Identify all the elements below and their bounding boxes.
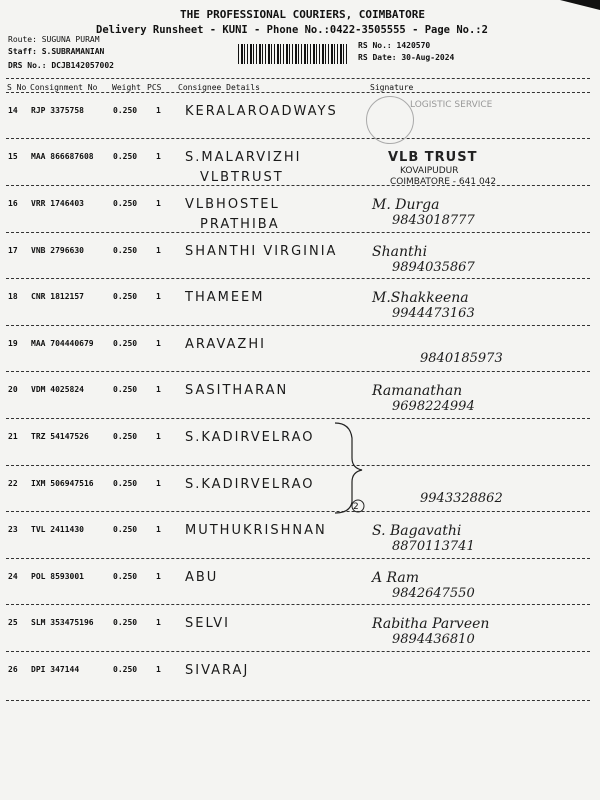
round-stamp <box>366 96 414 144</box>
row-sno: 22 <box>8 479 18 488</box>
row-signature: A Ram <box>372 570 420 586</box>
row-consignment-no: MAA 704440679 <box>31 339 94 348</box>
row-divider <box>6 278 590 279</box>
row-divider <box>6 325 590 326</box>
row-consignee: S.MALARVIZHI <box>185 150 302 165</box>
route-label: Route: SUGUNA PURAM <box>8 35 100 44</box>
row-pcs: 1 <box>156 152 161 161</box>
row-pcs: 1 <box>156 339 161 348</box>
row-weight: 0.250 <box>113 618 138 627</box>
row-weight: 0.250 <box>113 525 138 534</box>
row-sno: 18 <box>8 292 18 301</box>
row-pcs: 1 <box>156 665 161 674</box>
row-weight: 0.250 <box>113 106 138 115</box>
row-pcs: 1 <box>156 525 161 534</box>
row-divider <box>6 651 590 652</box>
row-consignee: SELVI <box>185 616 231 631</box>
row-consignee: KERALAROADWAYS <box>185 104 338 119</box>
row-pcs: 1 <box>156 479 161 488</box>
row-consignee: S.KADIRVELRAO <box>185 477 315 492</box>
row-consignee: SASITHARAN <box>185 383 289 398</box>
row-pcs: 1 <box>156 618 161 627</box>
row-weight: 0.250 <box>113 152 138 161</box>
row-weight: 0.250 <box>113 292 138 301</box>
row-consignment-no: POL 8593001 <box>31 572 84 581</box>
row-consignment-no: VRR 1746403 <box>31 199 84 208</box>
row-divider <box>6 232 590 233</box>
row-pcs: 1 <box>156 199 161 208</box>
row-consignee: SHANTHI VIRGINIA <box>185 244 338 259</box>
vlb-trust-stamp-line2: COIMBATORE - 641 042 <box>390 177 497 187</box>
row-phone: 9698224994 <box>392 399 475 414</box>
row-consignment-no: RJP 3375758 <box>31 106 84 115</box>
row-weight: 0.250 <box>113 385 138 394</box>
row-signature: S. Bagavathi <box>372 523 462 539</box>
row-signature: M. Durga <box>372 197 440 213</box>
row-phone: 9843018777 <box>392 213 475 228</box>
vlb-trust-stamp-title: VLB TRUST <box>388 150 478 165</box>
company-title: THE PROFESSIONAL COURIERS, COIMBATORE <box>180 8 426 21</box>
row-divider <box>6 371 590 372</box>
row-consignee: SIVARAJ <box>185 663 250 678</box>
bracket-icon <box>330 418 370 518</box>
round-stamp-text: LOGISTIC SERVICE <box>410 100 493 110</box>
row-sno: 20 <box>8 385 18 394</box>
row-sno: 14 <box>8 106 18 115</box>
row-consignment-no: IXM 506947516 <box>31 479 94 488</box>
row-pcs: 1 <box>156 432 161 441</box>
row-sno: 25 <box>8 618 18 627</box>
row-consignee: THAMEEM <box>185 290 265 305</box>
row-sno: 15 <box>8 152 18 161</box>
rs-number: RS No.: 1420570 <box>358 41 431 50</box>
row-consignee: S.KADIRVELRAO <box>185 430 315 445</box>
row-consignee-line2: VLBTRUST <box>200 170 284 185</box>
row-weight: 0.250 <box>113 339 138 348</box>
row-pcs: 1 <box>156 246 161 255</box>
bracket-note: 2 <box>353 502 359 512</box>
row-consignee: VLBHOSTEL <box>185 197 280 212</box>
col-signature: Signature <box>370 83 414 92</box>
vlb-trust-stamp-line1: KOVAIPUDUR <box>400 166 459 176</box>
col-sno: S No <box>7 83 27 92</box>
col-consignment: Consignment No <box>30 83 98 92</box>
row-weight: 0.250 <box>113 572 138 581</box>
row-sno: 17 <box>8 246 18 255</box>
row-phone: 9840185973 <box>420 351 503 366</box>
row-consignment-no: SLM 353475196 <box>31 618 94 627</box>
col-pcs: PCS <box>147 83 162 92</box>
row-divider <box>6 465 590 466</box>
row-signature: M.Shakkeena <box>372 290 469 306</box>
row-sno: 16 <box>8 199 18 208</box>
row-consignee: ARAVAZHI <box>185 337 266 352</box>
row-consignment-no: CNR 1812157 <box>31 292 84 301</box>
col-consignee: Consignee Details <box>178 83 260 92</box>
row-consignment-no: DPI 347144 <box>31 665 80 674</box>
row-weight: 0.250 <box>113 665 138 674</box>
drs-label: DRS No.: DCJB142057002 <box>8 61 114 70</box>
runsheet-line: Delivery Runsheet - KUNI - Phone No.:0422-3505555 - Page No.:2 <box>96 24 488 36</box>
row-divider <box>6 138 590 139</box>
barcode <box>238 44 348 64</box>
row-sno: 24 <box>8 572 18 581</box>
row-divider <box>6 604 590 605</box>
row-signature: Ramanathan <box>372 383 463 399</box>
row-consignee: ABU <box>185 570 219 585</box>
staff-label: Staff: S.SUBRAMANIAN <box>8 47 105 56</box>
row-divider <box>6 511 590 512</box>
row-phone: 8870113741 <box>392 539 475 554</box>
row-signature: Rabitha Parveen <box>372 616 490 632</box>
row-consignment-no: TVL 2411430 <box>31 525 84 534</box>
row-sno: 19 <box>8 339 18 348</box>
row-divider <box>6 185 590 186</box>
header-divider-bottom <box>6 92 590 93</box>
row-weight: 0.250 <box>113 432 138 441</box>
row-sno: 26 <box>8 665 18 674</box>
row-pcs: 1 <box>156 385 161 394</box>
row-consignee-line2: PRATHIBA <box>200 217 280 232</box>
row-pcs: 1 <box>156 292 161 301</box>
row-consignee: MUTHUKRISHNAN <box>185 523 327 538</box>
col-weight: Weight <box>112 83 141 92</box>
row-consignment-no: MAA 866687608 <box>31 152 94 161</box>
row-weight: 0.250 <box>113 246 138 255</box>
row-phone: 9894436810 <box>392 632 475 647</box>
row-weight: 0.250 <box>113 479 138 488</box>
rs-date: RS Date: 30-Aug-2024 <box>358 53 455 62</box>
row-consignment-no: VNB 2796630 <box>31 246 84 255</box>
row-pcs: 1 <box>156 572 161 581</box>
row-sno: 21 <box>8 432 18 441</box>
row-phone: 9944473163 <box>392 306 475 321</box>
row-consignment-no: VDM 4025824 <box>31 385 84 394</box>
row-sno: 23 <box>8 525 18 534</box>
row-divider <box>6 558 590 559</box>
row-phone: 9842647550 <box>392 586 475 601</box>
row-pcs: 1 <box>156 106 161 115</box>
row-consignment-no: TRZ 54147526 <box>31 432 89 441</box>
row-divider <box>6 418 590 419</box>
row-weight: 0.250 <box>113 199 138 208</box>
row-divider <box>6 700 590 701</box>
corner-arrow-mark <box>560 0 600 10</box>
row-phone: 9894035867 <box>392 260 475 275</box>
header-divider-top <box>6 78 590 79</box>
row-signature: Shanthi <box>372 244 428 260</box>
row-phone: 9943328862 <box>420 491 503 506</box>
